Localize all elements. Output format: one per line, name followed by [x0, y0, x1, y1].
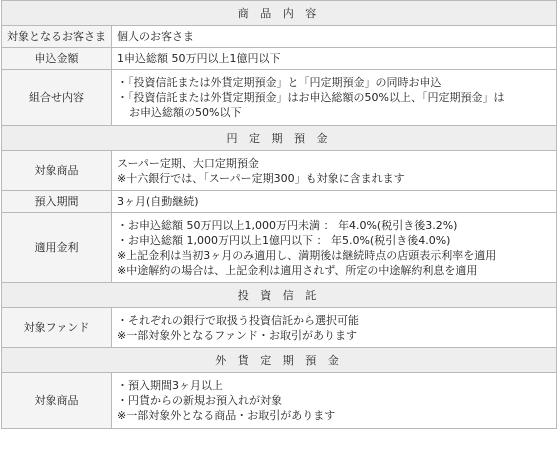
value-line: スーパー定期、大口定期預金 — [117, 156, 259, 170]
value-line: ※十六銀行では、「スーパー定期300」も対象に含まれます — [117, 171, 405, 185]
row-value — [112, 151, 557, 191]
value-line: 個人のお客さま — [117, 30, 194, 43]
section-title-product: 商 品 内 容 — [2, 1, 557, 26]
value-line: ・「投資信託または外貨定期預金」はお申込総額の50%以上、「円定期預金」は — [117, 91, 505, 104]
value-line: ・円貨からの新規お預入れが対象 — [117, 394, 282, 407]
value-line: ※中途解約の場合は、上記金利は適用されず、所定の中途解約利息を適用 — [117, 263, 478, 277]
row-label: 対象商品 — [2, 373, 112, 429]
row-label: 対象商品 — [2, 151, 112, 191]
table-row — [2, 308, 557, 348]
value-line: 3ヶ月(自動継続) — [117, 195, 199, 208]
value-line: お申込総額の50%以下 — [129, 106, 242, 119]
value-line: 1申込総額 50万円以上1億円以下 — [117, 52, 281, 65]
table-row — [2, 48, 557, 70]
value-line: ・お申込総額 50万円以上1,000万円未満 ： 年4.0%(税引き後3.2%) — [117, 218, 458, 232]
row-label: 預入期間 — [2, 191, 112, 213]
row-label: 対象となるお客さま — [2, 26, 112, 48]
value-line: ※一部対象外となる商品・お取引があります — [117, 409, 336, 422]
section-title-fx-deposit: 外 貨 定 期 預 金 — [2, 348, 557, 373]
table-row — [2, 26, 557, 48]
row-value — [112, 26, 557, 48]
row-label: 組合せ内容 — [2, 70, 112, 126]
row-value — [112, 70, 557, 126]
value-line: ・それぞれの銀行で取扱う投資信託から選択可能 — [117, 313, 359, 327]
value-line: ※一部対象外となるファンド・お取引があります — [117, 328, 357, 342]
table-row — [2, 70, 557, 126]
section-header-row — [2, 283, 557, 308]
section-title-yen-deposit: 円 定 期 預 金 — [2, 126, 557, 151]
section-header-row — [2, 348, 557, 373]
section-header-row — [2, 126, 557, 151]
value-line: ※上記金利は当初3ヶ月のみ適用し、満期後は継続時点の店頭表示利率を適用 — [117, 248, 497, 262]
value-line: ・お申込総額 1,000万円以上1億円以下 ： 年5.0%(税引き後4.0%) — [117, 233, 451, 247]
row-value — [112, 191, 557, 213]
row-label: 適用金利 — [2, 213, 112, 283]
row-value — [112, 373, 557, 429]
row-value — [112, 308, 557, 348]
table-row — [2, 151, 557, 191]
table-row — [2, 191, 557, 213]
row-value — [112, 48, 557, 70]
row-value — [112, 213, 557, 283]
product-spec-table — [1, 0, 557, 429]
section-title-trust: 投 資 信 託 — [2, 283, 557, 308]
value-line: ・預入期間3ヶ月以上 — [117, 379, 223, 392]
row-label: 申込金額 — [2, 48, 112, 70]
row-label: 対象ファンド — [2, 308, 112, 348]
table-row — [2, 213, 557, 283]
section-header-row — [2, 1, 557, 26]
table-row — [2, 373, 557, 429]
value-line: ・「投資信託または外貨定期預金」と「円定期預金」の同時お申込 — [117, 76, 442, 89]
